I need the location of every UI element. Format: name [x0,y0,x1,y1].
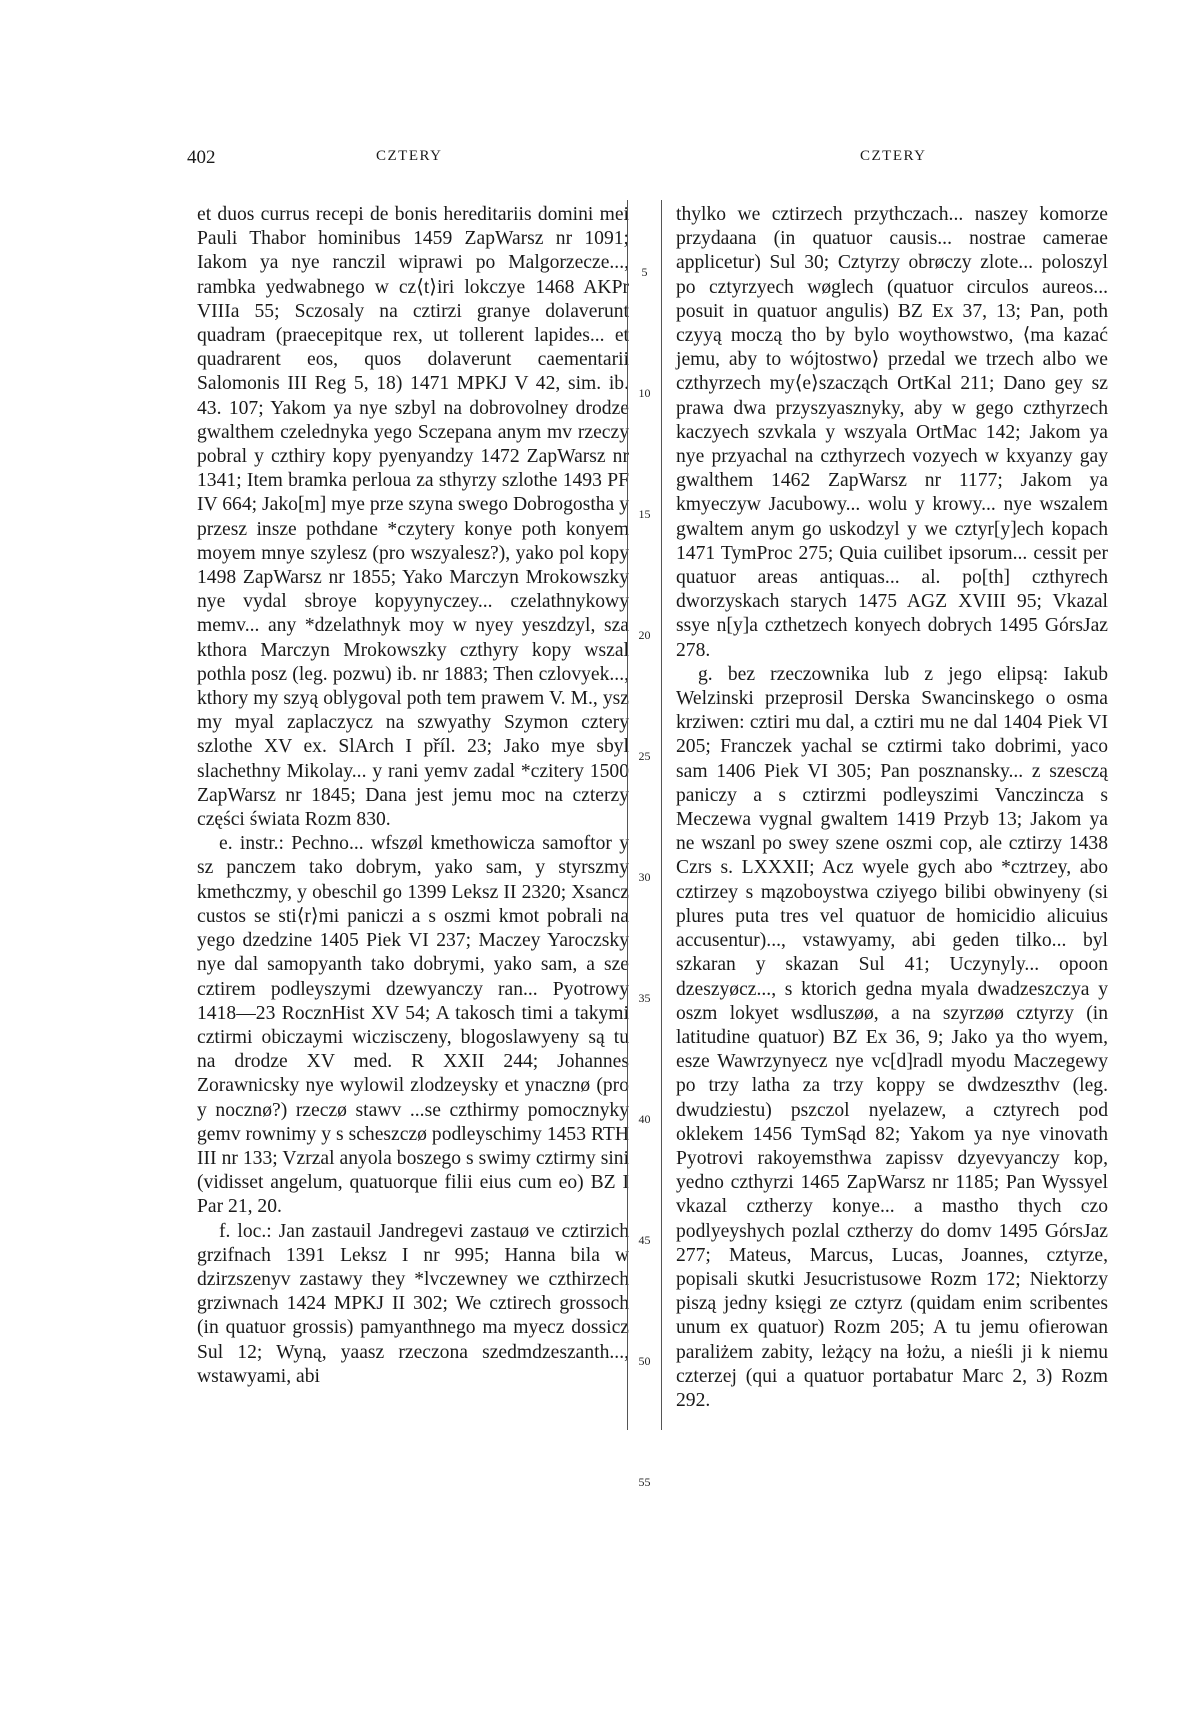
line-number-15: 15 [638,507,651,521]
page-number: 402 [187,147,216,168]
line-number-55: 55 [638,1475,651,1489]
right-column [676,203,1108,1413]
paragraph-g-ellipsis: g. bez rzeczownika lub z jego elipsą: Iakub Welzinski przeprosil Derska Swancinskego o osma krziwen: cztiri mu dal, a cztiri mu ne dal 1404 Piek VI 205; Franczek yachal se cztirmi tako dobrimi, yaco sam 1406 Piek VI 305; Pan posznansky... z szesczą paniczy a s cztirzmi podleyszimi Vanczincza s Meczewa vygnal gwaltem 1419 Przyb 13; Jakom ya ne wszanl po swey szene oszmi cop, ale cztirzy 1438 Czrs s. LXXXII; Acz wyele gych abo *cztrzey, abo cztirzey s mązoboystwa cziyego bilibi obwinyeny (si plures puta tres vel quatuor de homicidio alicuius accusentur)..., vstawyamy, abi geden tilko... byl szkaran y skazan Sul 41; Uczynyly... opoon dzeszyøcz..., s ktorich gedna myala dwadzeszczya y oszm lokyet wsdluszøø, a na szyrzøø cztyrzy (in latitudine quatuor) BZ Ex 36, 9; Jako ya tho wyem, esze Wawrzynyecz nye vc[d]radl myodu Maczegewy po trzy latha za trzy koppy se dwdzeszthv (leg. dwudziestu) pszczol nyelazew, a cztyrech pod oklekem 1456 TymSąd 82; Yakom ya nye vinovath Pyotrovi rakoyemsthwa zapissv dzyevyanczy kop, yedno czthyrzi 1465 ZapWarsz nr 1185; Pan Wyssyel vkazal cztherzy konye... a mastho thych czo podlyeyshych pozlal cztherzy do domv 1495 GórsJaz 277; Mateus, Marcus, Lucas, Joannes, cztyrze, popisali skutki Jesucristusowe Rozm 172; Niektorzy piszą jedny księgi ze cztyrz (quidam enim scribentes unum ex quatuor) Rozm 205; A tu jemu ofierowan paraliżem zabity, leżący na łożu, a nieśli ji k niemu czterzej (qui a quatuor portabatur Marc 2, 3) Rozm 292. [676,663,1108,1411]
running-head-right: CZTERY [860,148,927,164]
paragraph-d-continued: et duos currus recepi de bonis hereditariis domini mei Pauli Thabor hominibus 1459 ZapWarsz nr 1091; Iakom ya nye ranczil wiprawi po Malgorzecze..., rambka yedwabnego w cz⟨t⟩iri lokczye 1468 AKPr VIIIa 55; Sczosaly na cztirzi granye dolaverunt quadram (praecepitque rex, ut tollerent lapides... et quadrarent eos, quos dolaverunt caementarii Salomonis III Reg 5, 18) 1471 MPKJ V 42, sim. ib. 43. 107; Yakom ya nye szbyl na dobrovolney drodze gwalthem czelednyka yego Sczepana anym mv rzeczy pobral y czthiry kopy pyenyandzy 1472 ZapWarsz nr 1341; Item bramka perloua za sthyrzy szlothe 1493 PF IV 664; Jako[m] mye prze szyna swego Dobrogostha y przesz insze pothdane *czytery konye poth konyem moyem mnye szylesz (pro wszyalesz?), yako pol kopy 1498 ZapWarsz nr 1855; Yako Marczyn Mrokowszky nye vydal sbroye kopyynyczey... czelathnykowy memv... any *dzelathnyk moy w nyey yeszdzyl, sza kthora Marczyn Mrokowszky czthyry kopy wszal pothla posz (leg. pozwu) ib. nr 1883; Then czlovyek..., kthory my szyą oblygoval poth tem prawem V. M., ysz my myal zaplaczycz na szwyathy Szymon cztery szlothe XV ex. SlArch I příl. 23; Jako mye sbyl slachethny Mikolay... y rani yemv zadal *czitery 1500 ZapWarsz nr 1845; Dana jest jemu moc na czterzy części świata Rozm 830. [197,204,629,831]
line-number-10: 10 [638,386,651,400]
paragraph-f-loc: f. loc.: Jan zastauil Jandregevi zastauø ve cztirzich grzifnach 1391 Leksz I nr 995; Hanna bila w dzirzszenyv zastawy they *lvczewney we czthirzech grziwnach 1424 MPKJ II 302; We cztirech grossoch (in quatuor grossis) pamyanthnego ma myecz dossicz Sul 12; Wyną, yaasz rzeczona szedmdzeszanth..., wstawyami, abi [197,1220,629,1387]
left-column [197,203,629,1389]
line-number-45: 45 [638,1233,651,1247]
line-number-40: 40 [638,1112,651,1126]
line-number-25: 25 [638,749,651,763]
line-number-20: 20 [638,628,651,642]
line-number-5: 5 [641,265,648,279]
line-number-50: 50 [638,1354,651,1368]
column-divider-right [661,200,662,1430]
paragraph-f-continued: thylko we cztirzech przythczach... naszey komorze przydaana (in quatuor causis... nostrae camerae applicetur) Sul 30; Cztyrzy obrøczy zlote... poloszyl po cztyrzyech wøglech (quatuor circulos aureos... posuit in quatuor angulis) BZ Ex 37, 13; Pan, poth czyyą moczą tho by bylo woythowstwo, ⟨ma kazać jemu, aby to wójtostwo⟩ przedal we trzech albo we czthyrzech my⟨e⟩szacząch OrtKal 211; Dano gey sz prawa dwa przyszyasznyky, aby w gego czthyrzech kaczyech szvkala y wszyala OrtMac 142; Jakom ya nye przyachal na czthyrzech vozyech w kxyanzy gay gwalthem 1462 ZapWarsz nr 1177; Jakom ya kmyeczyw Jacubowy... wolu y krowy... nye wszalem gwaltem anym go uskodzyl y we cztyr[y]ech kopach 1471 TymProc 275; Quia cuilibet ipsorum... cessit per quatuor areas antiquas... al. po[th] czthyrech dworzyskach starych 1475 AGZ XVIII 95; Vkazal ssye n[y]a czthetzech konyech dobrych 1495 GórsJaz 278. [676,204,1108,661]
line-number-35: 35 [638,991,651,1005]
paragraph-e-instr: e. instr.: Pechno... wfszøl kmethowicza samoftor y sz panczem tako dobrym, yako sam, y styrszmy kmethczmy, y obeschil go 1399 Leksz II 2320; Xsancz custos se sti⟨r⟩mi paniczi a s oszmi kmot pobrali na yego dzedzine 1405 Piek VI 237; Maczey Yaroczsky nye dal samopyanth tako dobrymi, yako sam, a sze cztirem podleyszymi dzewyanczy ran... Pyotrowy 1418—23 RocznHist XV 54; A takosch timi a takymi cztirmi obiczaymi wiczisczeny, blogoslawyeny są tu na drodze XV med. R XXII 244; Johannes Zorawnicsky nye wylowil zlodzeysky et ynacznø (pro y nocznø?) rzeczø stawv ...se czthirmy pomocznyky gemv rownimy y s scheszczø podleyschimy 1453 RTH III nr 133; Vzrzal anyola boszego s swimy cztirmy sini (vidisset angelum, quatuorque filii eius cum eo) BZ I Par 21, 20. [197,833,629,1218]
line-number-30: 30 [638,870,651,884]
running-head-left: CZTERY [376,148,443,164]
